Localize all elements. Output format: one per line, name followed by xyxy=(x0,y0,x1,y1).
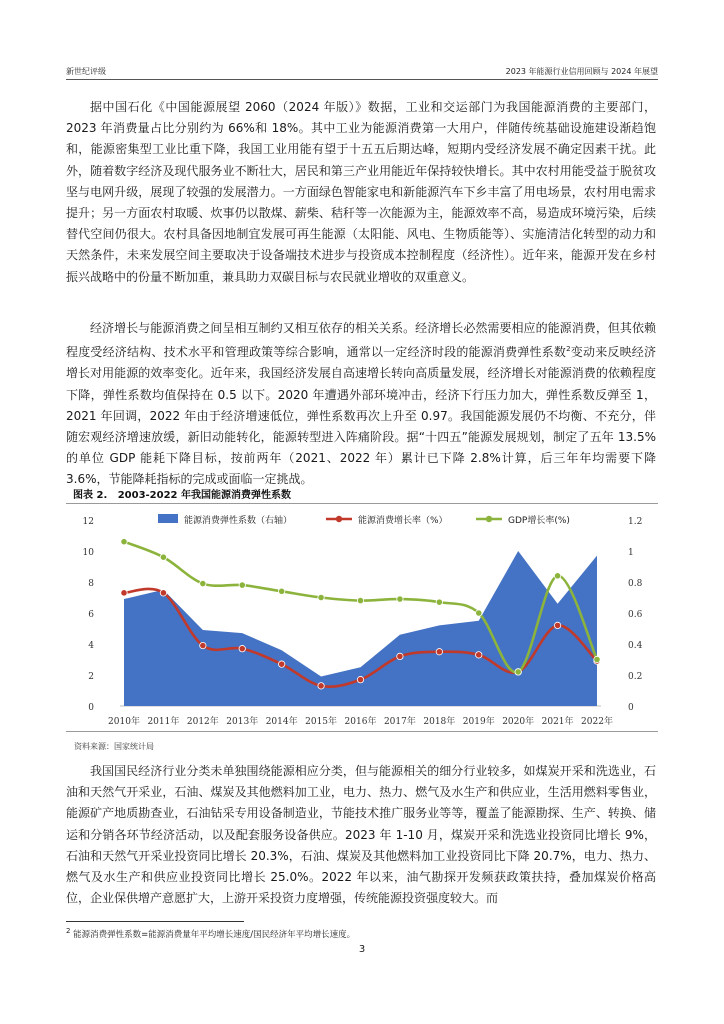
x-axis-tick-label: 2017年 xyxy=(383,717,416,727)
legend-swatch-area xyxy=(158,514,178,523)
legend-swatch-energy-growth-dot xyxy=(336,516,342,522)
x-axis-tick-label: 2020年 xyxy=(502,717,535,727)
figure-source: 资料来源：国家统计局 xyxy=(74,742,154,751)
gdp-growth-point xyxy=(554,573,560,579)
legend-label: 能源消费弹性系数（右轴） xyxy=(184,516,293,526)
right-axis-tick-label: 1.2 xyxy=(628,517,643,527)
energy-growth-point xyxy=(476,652,482,658)
elasticity-chart xyxy=(66,505,658,729)
x-axis-tick-label: 2018年 xyxy=(423,717,456,727)
energy-growth-point xyxy=(121,590,127,596)
paragraph-elasticity xyxy=(66,318,656,491)
energy-growth-point xyxy=(436,649,442,655)
x-axis-tick-label: 2021年 xyxy=(541,717,574,727)
footnote xyxy=(66,927,355,940)
left-axis-tick-label: 0 xyxy=(88,703,94,713)
gdp-growth-point xyxy=(357,597,363,603)
energy-growth-point xyxy=(554,622,560,628)
x-axis-tick-label: 2013年 xyxy=(226,717,259,727)
right-axis-tick-label: 0.6 xyxy=(628,610,643,620)
left-axis-tick-label: 2 xyxy=(88,672,94,682)
legend-label: 能源消费增长率（%） xyxy=(358,516,448,526)
left-axis-tick-label: 4 xyxy=(88,641,94,651)
footnote-text: 能源消费弹性系数=能源消费量年平均增长速度/国民经济年平均增长速度。 xyxy=(73,929,356,940)
right-axis-tick-label: 1 xyxy=(628,548,634,558)
figure-label: 图表 2. xyxy=(73,490,108,501)
paragraph-industry-investment: 我国国民经济行业分类未单独围绕能源相应分类，但与能源相关的细分行业较多，如煤炭开采和洗选业，石油和天然气开采业，石油、煤炭及其他燃料加工业，电力、热力、燃气及水生产和供应业，生活用燃料零售业，能源矿产地质勘查业，石油钻采专用设备制造业，节能技术推广服务业等等，覆盖了能源勘探、生产、转换、储运和分销各环节经济活动，以及配套服务设备供应。2023 年 1-10 月，煤炭开采和洗选业投资同比增长 9%，石油和天然气开采业投资同比增长 20.3%，石油、煤炭及其他燃料加工业投资同比下降 20.7%，电力、热力、燃气及水生产和供应业投资同比增长 25.0%。2022 年以来，油气勘探开发频获政策扶持，叠加煤炭价格高位，企业保供增产意愿扩大，上游开采投资力度增强，传统能源投资强度较大。而 xyxy=(66,764,656,906)
right-axis-tick-label: 0 xyxy=(628,703,634,713)
figure-top-rule xyxy=(66,503,658,504)
right-axis-tick-label: 0.8 xyxy=(628,579,643,589)
figure-title xyxy=(73,486,291,501)
right-axis-tick-label: 0.4 xyxy=(628,641,643,651)
gdp-growth-point xyxy=(594,656,600,662)
x-axis-tick-label: 2014年 xyxy=(265,717,298,727)
header-report-title: 2023 年能源行业信用回顾与 2024 年展望 xyxy=(505,67,658,76)
x-axis-tick-label: 2019年 xyxy=(462,717,495,727)
left-axis-tick-label: 10 xyxy=(82,548,94,558)
paragraph-energy-consumption: 据中国石化《中国能源展望 2060（2024 年版）》数据，工业和交运部门为我国能源消费的主要部门，2023 年消费量占比分别约为 66%和 18%。其中工业为能源消费第一大用户，伴随传统基础设施建设渐趋饱和，能源密集型工业比重下降，我国工业用能有望于十五五后期达峰，短期内受经济发展不确定因素干扰。此外，随着数字经济及现代服务业不断壮大，居民和第三产业用能近年保持较快增长。其中农村用能受益于脱贫攻坚与电网升级，展现了较强的发展潜力。一方面绿色智能家电和新能源汽车下乡丰富了用电场景，农村用电需求提升；另一方面农村取暖、炊事仍以散煤、薪柴、秸秆等一次能源为主，能源效率不高，易造成环境污染，后续替代空间仍很大。农村具备因地制宜发展可再生能源（太阳能、风电、生物质能等）、实施清洁化转型的动力和天然条件，未来发展空间主要取决于设备端技术进步与投资成本控制程度（经济性）。近年来，能源开发在乡村振兴战略中的份量不断加重，兼具助力双碳目标与农民就业增收的双重意义。 xyxy=(66,100,656,284)
left-axis-tick-label: 12 xyxy=(82,517,94,527)
left-axis-tick-label: 6 xyxy=(88,610,94,620)
energy-growth-point xyxy=(239,645,245,651)
gdp-growth-point xyxy=(200,580,206,586)
energy-growth-point xyxy=(200,642,206,648)
header-brand: 新世纪评级 xyxy=(66,67,106,76)
paragraph-elasticity-text-1: 经济增长与能源消费之间呈相互制约又相互依存的相关关系。经济增长必然需要相应的能源消费，但其依赖程度受经济结构、技术水平和管理政策等综合影响，通常以一定经济时段的能源消费弹性系数 xyxy=(66,321,656,360)
gdp-growth-point xyxy=(397,596,403,602)
page-number: 3 xyxy=(358,944,366,955)
footnote-number: 2 xyxy=(66,927,71,935)
figure-caption: 2003-2022 年我国能源消费弹性系数 xyxy=(117,490,291,501)
right-axis-tick-label: 0.2 xyxy=(628,672,643,682)
energy-growth-point xyxy=(318,683,324,689)
x-axis-tick-label: 2015年 xyxy=(305,717,338,727)
paragraph-elasticity-text-2: 变动来反映经济增长对用能源的效率变化。近年来，我国经济发展自高速增长转向高质量发展，经济增长对能源消费的依赖程度下降，弹性系数均值保持在 0.5 以下。2020 年遭遇外部环境冲击，经济下行压力加大，弹性系数反弹至 1，2021 年回调，2022 年由于经济增速低位，弹性系数再次上升至 0.97。我国能源发展仍不均衡、不充分，伴随宏观经济增速放缓，新旧动能转化，能源转型进入阵痛阶段。据“十四五”能源发展规划，制定了五年 13.5%的单位 GDP 能耗下降目标，按前两年（2021、2022 年）累计已下降 2.8%计算，后三年年均需要下降 3.6%，节能降耗指标的完成或面临一定挑战。 xyxy=(66,345,656,487)
energy-growth-point xyxy=(397,653,403,659)
x-axis-tick-label: 2010年 xyxy=(108,717,140,727)
gdp-growth-point xyxy=(515,669,521,675)
gdp-growth-point xyxy=(436,599,442,605)
footnote-ref: 2 xyxy=(566,345,571,354)
energy-growth-point xyxy=(357,676,363,682)
legend-label: GDP增长率(%) xyxy=(508,516,570,526)
footnote-divider xyxy=(66,921,244,922)
header-divider xyxy=(66,79,658,80)
gdp-growth-point xyxy=(318,594,324,600)
x-axis-tick-label: 2011年 xyxy=(147,717,180,727)
gdp-growth-point xyxy=(278,588,284,594)
gdp-growth-point xyxy=(476,610,482,616)
gdp-growth-point xyxy=(121,539,127,545)
energy-growth-point xyxy=(160,590,166,596)
gdp-growth-point xyxy=(160,554,166,560)
x-axis-tick-label: 2012年 xyxy=(186,717,219,727)
energy-growth-point xyxy=(278,661,284,667)
figure-bottom-rule xyxy=(66,731,658,732)
gdp-growth-point xyxy=(239,582,245,588)
legend-swatch-gdp-growth-dot xyxy=(486,516,492,522)
x-axis-tick-label: 2022年 xyxy=(581,717,613,727)
left-axis-tick-label: 8 xyxy=(88,579,94,589)
x-axis-tick-label: 2016年 xyxy=(344,717,377,727)
